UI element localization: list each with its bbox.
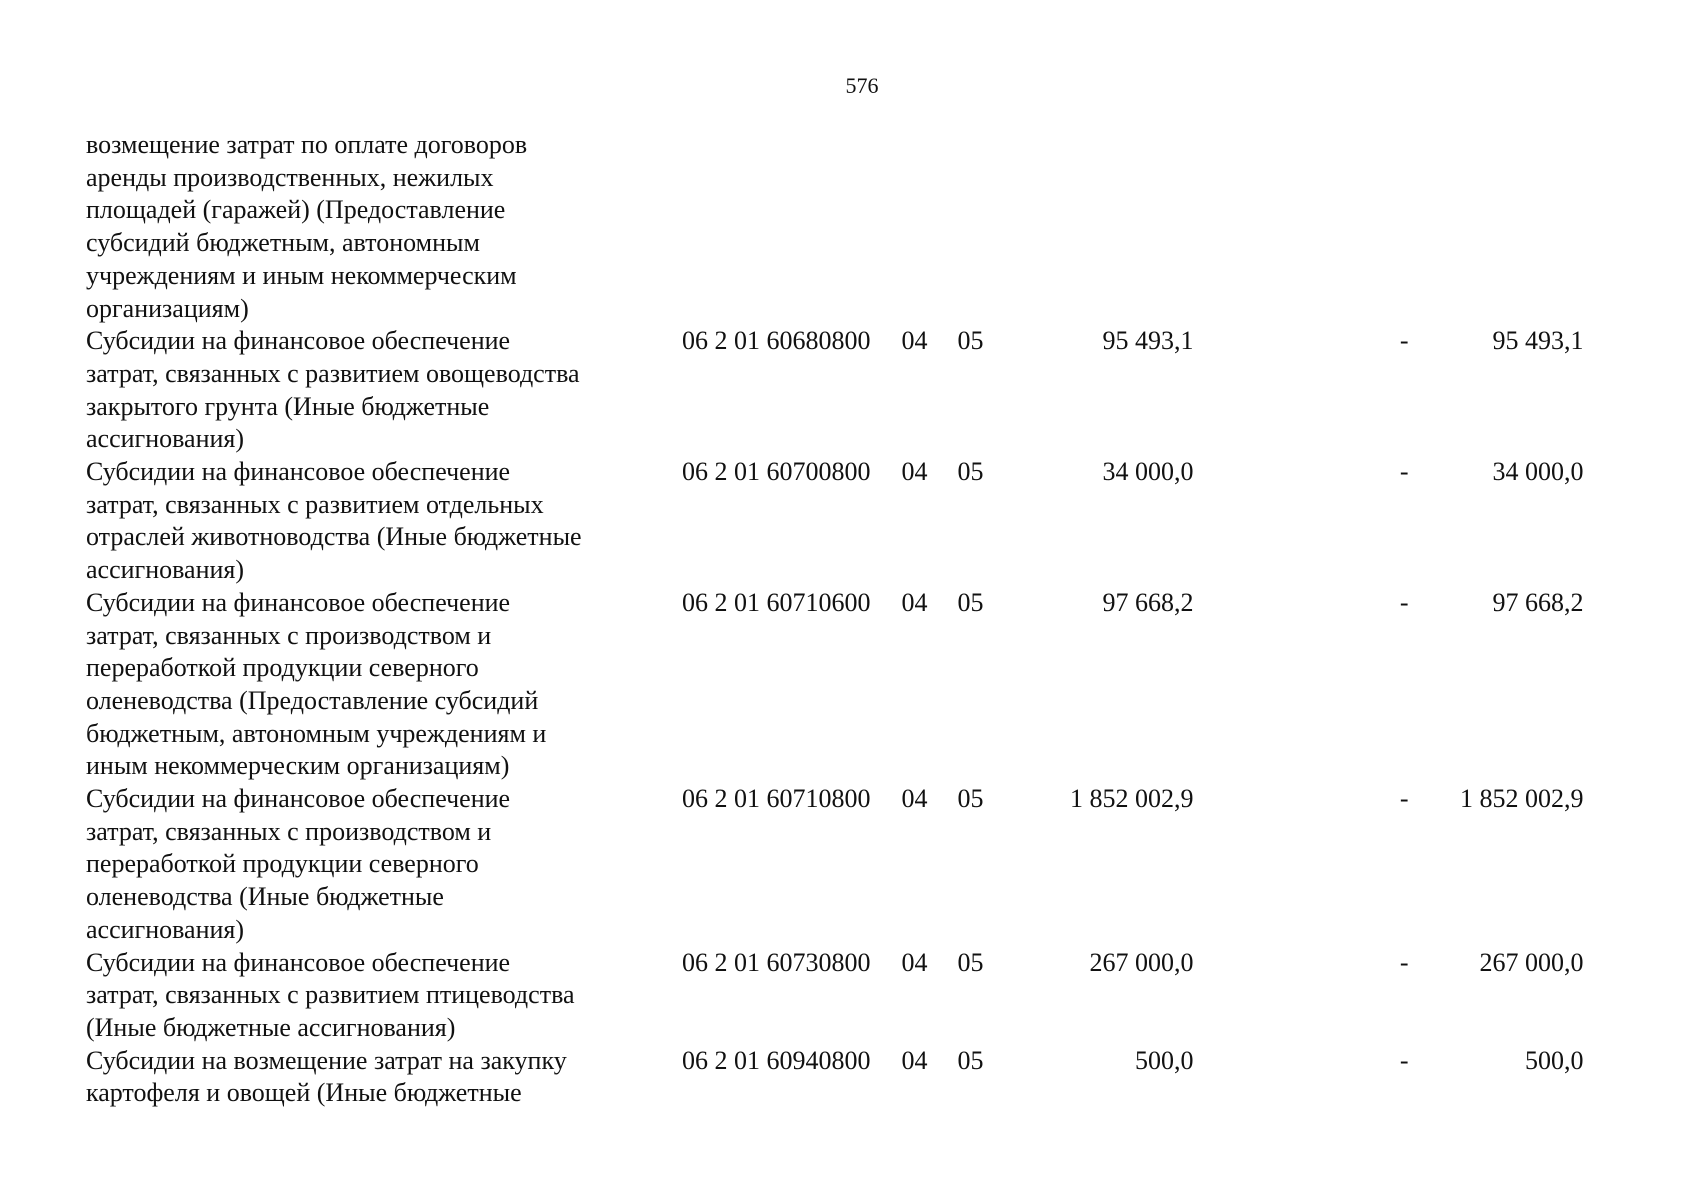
row-total: 500,0 [1525, 1045, 1584, 1075]
row-amount: 500,0 [1135, 1045, 1194, 1075]
row-description: Субсидии на финансовое обеспечение затрат, связанных с развитием птицеводства (Иные бюджетные ассигнования) [86, 947, 575, 1042]
row-code: 06 2 01 60680 [682, 326, 832, 356]
row-amount [1008, 129, 1194, 325]
row-pr [958, 129, 1008, 325]
row-change: - [1399, 326, 1409, 356]
page-number: 576 [845, 73, 879, 98]
row-vr: 800 [831, 1045, 871, 1075]
row-code [656, 129, 832, 325]
row-pr: 05 [957, 784, 984, 814]
row-change: - [1399, 587, 1409, 617]
row-description: возмещение затрат по оплате договоров аренды производственных, нежилых площадей (гаражей) (Предоставление субсидий бюджетным, автономным учреждениям и иным некоммерческим организациям) [86, 130, 528, 323]
row-rz: 04 [901, 1045, 928, 1075]
row-description: Субсидии на финансовое обеспечение затрат, связанных с производством и переработкой продукции северного оленеводства (Иные бюджетные ассигнования) [86, 784, 511, 944]
row-total: 34 000,0 [1492, 457, 1584, 487]
table-row [86, 947, 1584, 1045]
row-pr: 05 [957, 326, 984, 356]
row-pr: 05 [957, 587, 984, 617]
row-change: - [1399, 784, 1409, 814]
row-vr: 600 [831, 587, 871, 617]
row-code: 06 2 01 60730 [682, 947, 832, 977]
row-total [1409, 129, 1584, 325]
row-description: Субсидии на возмещение затрат на закупку картофеля и овощей (Иные бюджетные [86, 1045, 567, 1108]
row-description: Субсидии на финансовое обеспечение затрат, связанных с развитием овощеводства закрытого грунта (Иные бюджетные ассигнования) [86, 326, 580, 454]
row-code: 06 2 01 60700 [682, 457, 832, 487]
row-vr: 800 [831, 784, 871, 814]
row-amount: 97 668,2 [1102, 587, 1194, 617]
row-change: - [1399, 1045, 1409, 1075]
row-vr: 800 [831, 457, 871, 487]
row-total: 97 668,2 [1492, 587, 1584, 617]
row-amount: 34 000,0 [1102, 457, 1194, 487]
table-row [86, 1045, 1584, 1110]
row-code: 06 2 01 60710 [682, 587, 832, 617]
row-vr: 800 [831, 326, 871, 356]
row-change [1194, 129, 1409, 325]
row-rz: 04 [901, 587, 928, 617]
row-pr: 05 [957, 947, 984, 977]
row-rz: 04 [901, 784, 928, 814]
row-pr: 05 [957, 1045, 984, 1075]
row-total: 267 000,0 [1479, 947, 1584, 977]
row-vr [832, 129, 902, 325]
row-total: 95 493,1 [1492, 326, 1584, 356]
row-vr: 800 [831, 947, 871, 977]
table-row [86, 587, 1584, 783]
row-pr: 05 [957, 457, 984, 487]
table-row [86, 456, 1584, 587]
row-change: - [1399, 947, 1409, 977]
row-amount: 95 493,1 [1102, 326, 1194, 356]
row-change: - [1399, 457, 1409, 487]
row-rz: 04 [901, 457, 928, 487]
row-code: 06 2 01 60940 [682, 1045, 832, 1075]
row-code: 06 2 01 60710 [682, 784, 832, 814]
budget-table [86, 129, 1584, 1110]
table-row [86, 129, 1584, 325]
row-rz: 04 [901, 947, 928, 977]
row-amount: 267 000,0 [1089, 947, 1194, 977]
row-rz [902, 129, 958, 325]
table-row [86, 325, 1584, 456]
row-description: Субсидии на финансовое обеспечение затрат, связанных с развитием отдельных отраслей животноводства (Иные бюджетные ассигнования) [86, 457, 582, 585]
row-rz: 04 [901, 326, 928, 356]
row-total: 1 852 002,9 [1460, 784, 1584, 814]
row-amount: 1 852 002,9 [1070, 784, 1194, 814]
table-row [86, 783, 1584, 947]
row-description: Субсидии на финансовое обеспечение затрат, связанных с производством и переработкой продукции северного оленеводства (Предоставление субсидий бюджетным, автономным учреждениям и иным некоммерческим организациям) [86, 587, 547, 781]
